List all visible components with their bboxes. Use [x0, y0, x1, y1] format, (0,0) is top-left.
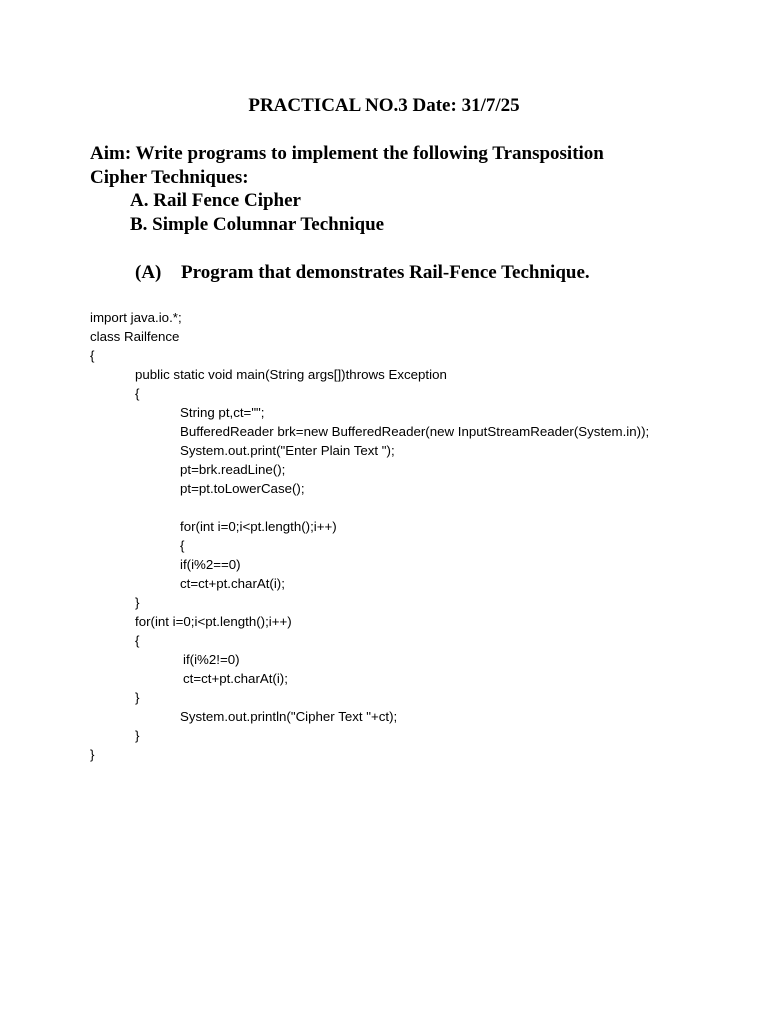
- code-line: class Railfence: [90, 329, 180, 344]
- code-line: }: [135, 690, 140, 705]
- code-line: pt=pt.toLowerCase();: [180, 481, 305, 496]
- code-line: System.out.println("Cipher Text "+ct);: [180, 709, 398, 724]
- section-a-heading: [135, 261, 590, 285]
- code-line: public static void main(String args[])throws Exception: [135, 367, 447, 382]
- code-line: ct=ct+pt.charAt(i);: [183, 671, 288, 686]
- aim-line-2: Cipher Techniques:: [90, 167, 249, 188]
- option-b: B. Simple Columnar Technique: [130, 214, 385, 235]
- code-block: [90, 308, 649, 764]
- code-line: if(i%2!=0): [183, 652, 240, 667]
- code-line: {: [90, 348, 95, 363]
- code-line: System.out.print("Enter Plain Text ");: [180, 443, 395, 458]
- code-line: if(i%2==0): [180, 557, 241, 572]
- code-line: }: [90, 747, 95, 762]
- code-line: {: [180, 538, 185, 553]
- code-line: {: [135, 633, 140, 648]
- code-line: import java.io.*;: [90, 310, 182, 325]
- code-line: }: [135, 728, 140, 743]
- code-line: pt=brk.readLine();: [180, 462, 286, 477]
- code-line: }: [135, 595, 140, 610]
- code-line: {: [135, 386, 140, 401]
- code-line: for(int i=0;i<pt.length();i++): [180, 519, 337, 534]
- aim-line-1: Aim: Write programs to implement the following Transposition: [90, 143, 604, 164]
- section-a-title: Program that demonstrates Rail-Fence Technique.: [181, 262, 590, 283]
- option-a: A. Rail Fence Cipher: [130, 190, 301, 211]
- code-line: for(int i=0;i<pt.length();i++): [135, 614, 292, 629]
- code-line: String pt,ct="";: [180, 405, 265, 420]
- section-a-letter: (A): [135, 262, 162, 283]
- code-line: BufferedReader brk=new BufferedReader(new InputStreamReader(System.in));: [180, 424, 650, 439]
- page-title: PRACTICAL NO.3 Date: 31/7/25: [248, 95, 520, 116]
- code-line: ct=ct+pt.charAt(i);: [180, 576, 285, 591]
- code-line: [90, 498, 649, 517]
